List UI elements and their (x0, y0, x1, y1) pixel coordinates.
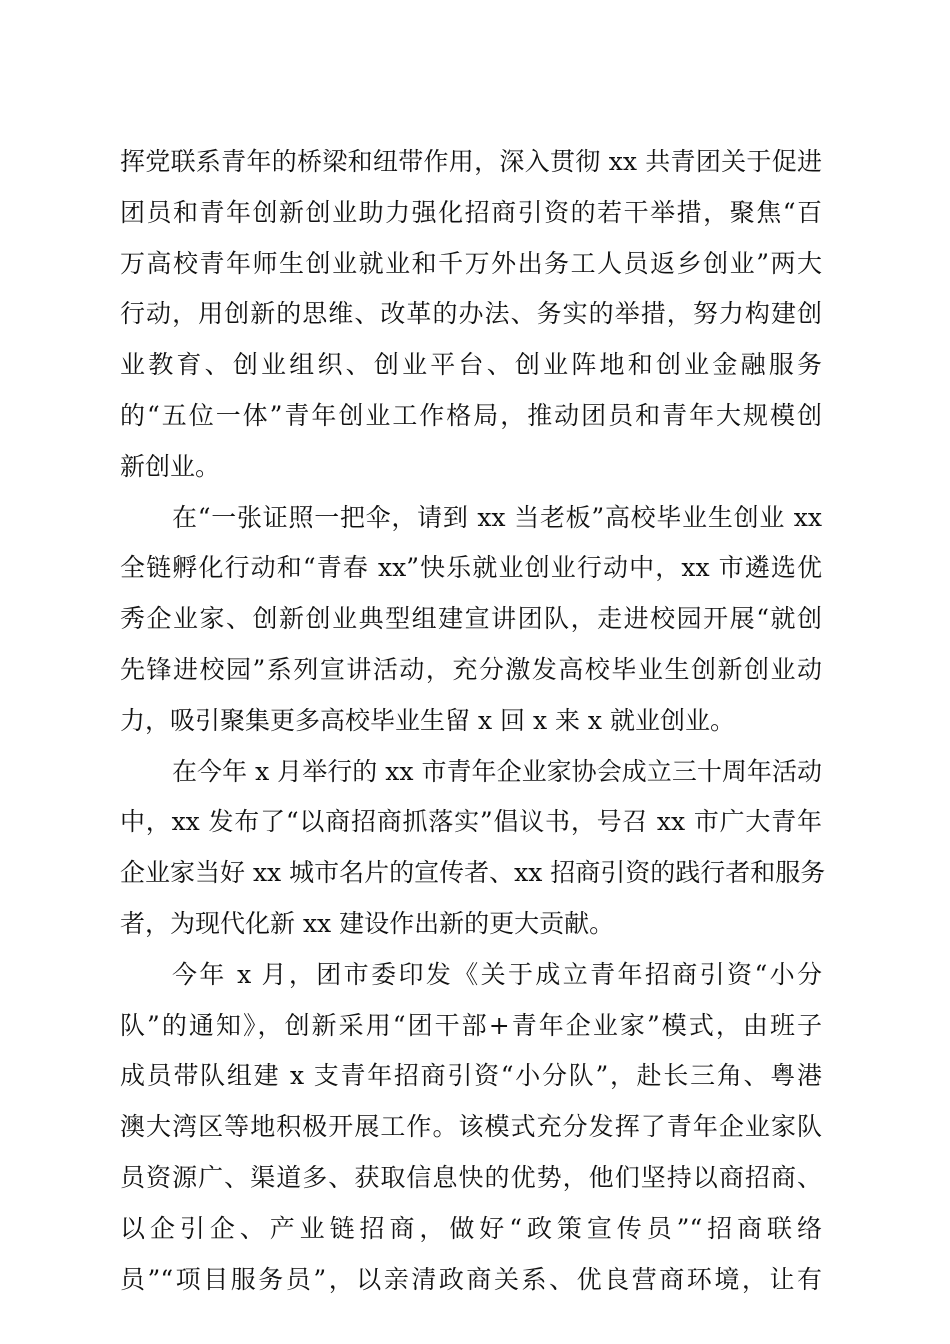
paragraph-4-line-4: 澳大湾区等地积极开展工作。该模式充分发挥了青年企业家队 (120, 1112, 822, 1142)
paragraph-2-line-1: 在“一张证照一把伞，请到 xx 当老板”高校毕业生创业 xx (172, 502, 822, 532)
paragraph-3-line-3: 企业家当好 xx 城市名片的宣传者、xx 招商引资的践行者和服务 (120, 858, 826, 888)
paragraph-3-line-2: 中，xx 发布了“以商招商抓落实”倡议书，号召 xx 市广大青年 (120, 807, 822, 837)
paragraph-4-line-5: 员资源广、渠道多、获取信息快的优势，他们坚持以商招商、 (120, 1162, 822, 1192)
paragraph-4-line-6: 以企引企、产业链招商，做好“政策宣传员”“招商联络 (120, 1213, 822, 1243)
paragraph-1-line-6: 的“五位一体”青年创业工作格局，推动团员和青年大规模创 (120, 400, 822, 430)
paragraph-1-line-5: 业教育、创业组织、创业平台、创业阵地和创业金融服务 (120, 350, 822, 380)
paragraph-2-line-4: 先锋进校园”系列宣讲活动，充分激发高校毕业生创新创业动 (120, 654, 822, 684)
paragraph-4-line-1: 今年 x 月，团市委印发《关于成立青年招商引资“小分 (172, 959, 822, 989)
document-body (120, 137, 826, 1305)
paragraph-2-line-5: 力，吸引聚集更多高校毕业生留 x 回 x 来 x 就业创业。 (120, 705, 735, 735)
paragraph-1-line-4: 行动，用创新的思维、改革的办法、务实的举措，努力构建创 (120, 299, 822, 329)
paragraph-1-line-2: 团员和青年创新创业助力强化招商引资的若干举措，聚焦“百 (120, 197, 822, 227)
paragraph-4-line-2: 队”的通知》，创新采用“团干部+青年企业家”模式，由班子 (120, 1010, 822, 1040)
paragraph-3-line-1: 在今年 x 月举行的 xx 市青年企业家协会成立三十周年活动 (172, 756, 822, 786)
paragraph-4-line-7: 员”“项目服务员”，以亲清政商关系、优良营商环境，让有 (120, 1264, 822, 1294)
paragraph-1-line-1: 挥党联系青年的桥梁和纽带作用，深入贯彻 xx 共青团关于促进 (120, 147, 822, 176)
paragraph-3-line-4: 者，为现代化新 xx 建设作出新的更大贡献。 (120, 908, 615, 938)
paragraph-2-line-3: 秀企业家、创新创业典型组建宣讲团队，走进校园开展“就创 (120, 604, 822, 634)
paragraph-1-line-3: 万高校青年师生创业就业和千万外出务工人员返乡创业”两大 (120, 248, 822, 278)
paragraph-1-line-7: 新创业。 (120, 451, 221, 481)
paragraph-4-line-3: 成员带队组建 x 支青年招商引资“小分队”，赴长三角、粤港 (120, 1061, 822, 1091)
paragraph-2-line-2: 全链孵化行动和“青春 xx”快乐就业创业行动中，xx 市遴选优 (120, 553, 822, 583)
